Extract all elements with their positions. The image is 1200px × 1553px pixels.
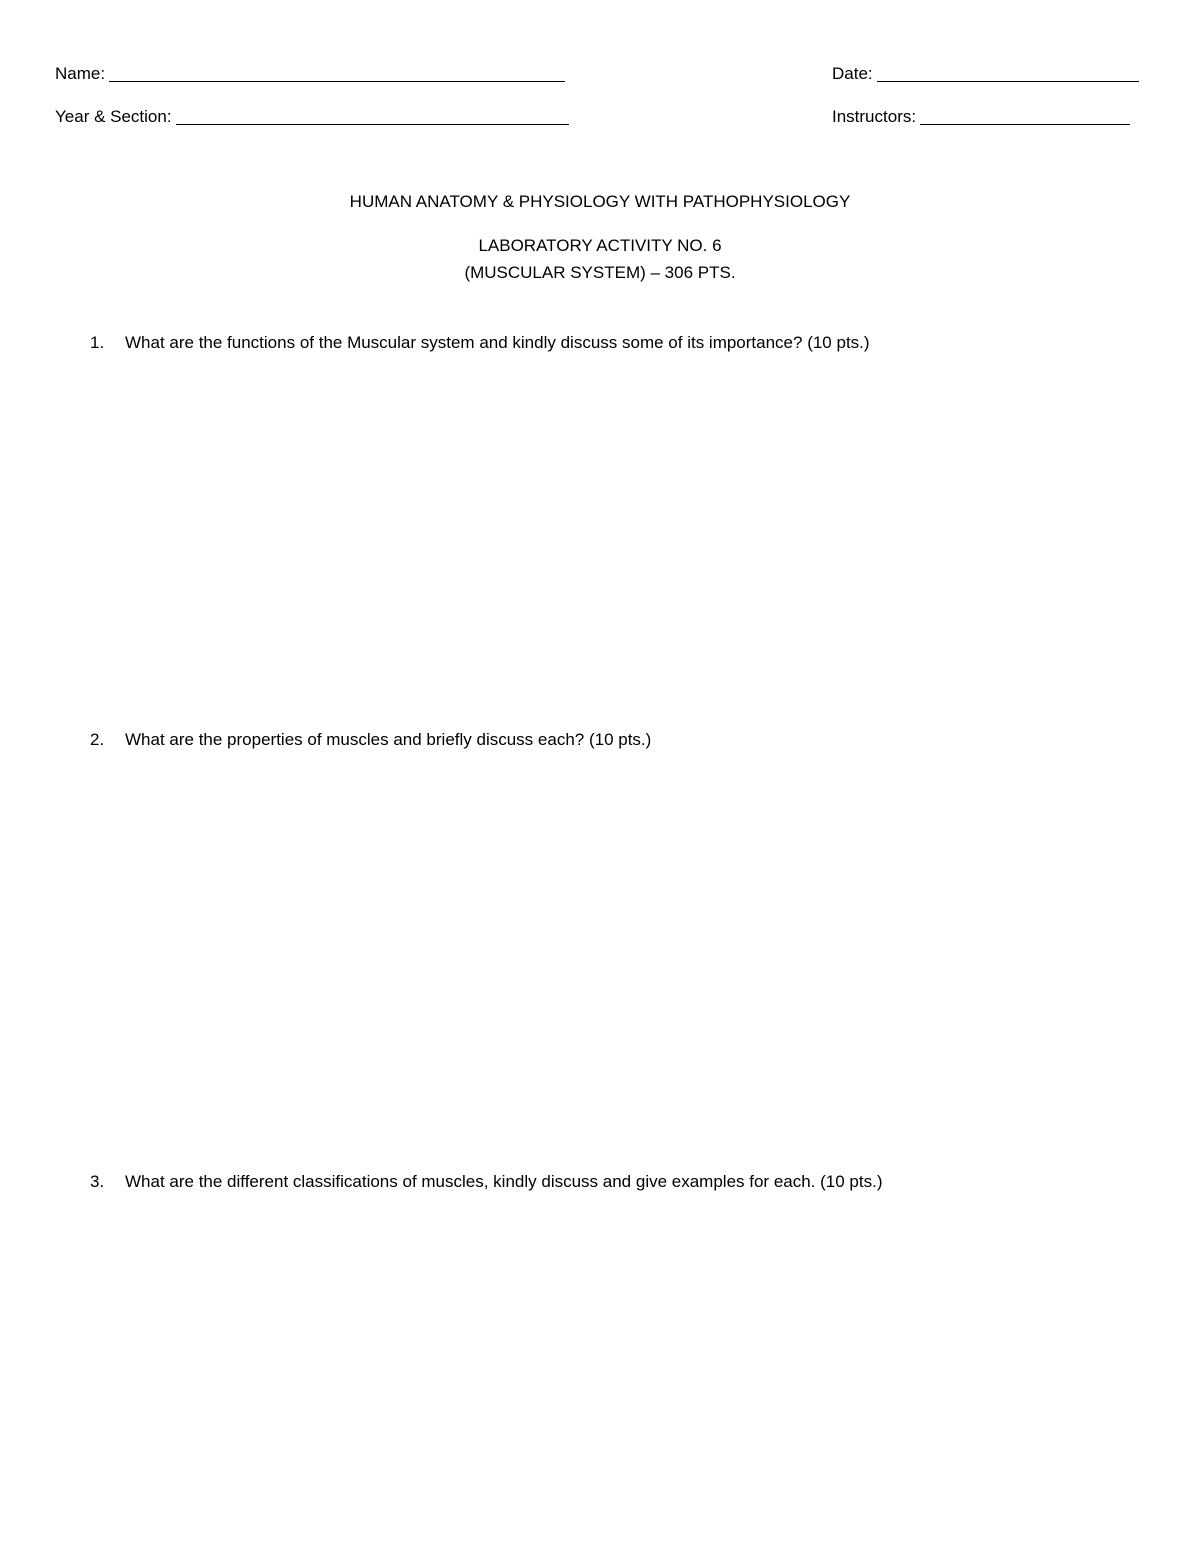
year-section-field-row [55,103,569,127]
name-label: Name: [55,64,106,83]
activity-title: LABORATORY ACTIVITY NO. 6 [478,236,722,255]
instructors-field-row [832,103,1130,127]
question-number: 2. [90,730,105,749]
date-field-row [832,60,1139,84]
year-section-blank[interactable] [176,106,569,125]
instructors-blank[interactable] [920,106,1130,125]
name-blank[interactable] [109,63,565,82]
question-number: 1. [90,333,105,352]
activity-subtitle: (MUSCULAR SYSTEM) – 306 PTS. [464,263,736,282]
question-item [90,1172,1150,1192]
question-number: 3. [90,1172,105,1191]
name-field-row [55,60,565,84]
course-title: HUMAN ANATOMY & PHYSIOLOGY WITH PATHOPHYSIOLOGY [349,192,851,211]
date-label: Date: [832,64,873,83]
date-blank[interactable] [877,63,1139,82]
year-section-label: Year & Section: [55,107,172,126]
instructors-label: Instructors: [832,107,917,126]
question-text: What are the functions of the Muscular system and kindly discuss some of its importance? (10 pts.) [125,333,870,352]
question-item [90,730,1150,750]
question-text: What are the different classifications of muscles, kindly discuss and give examples for each. (10 pts.) [125,1172,883,1191]
question-text: What are the properties of muscles and briefly discuss each? (10 pts.) [125,730,652,749]
question-item [90,333,1150,353]
